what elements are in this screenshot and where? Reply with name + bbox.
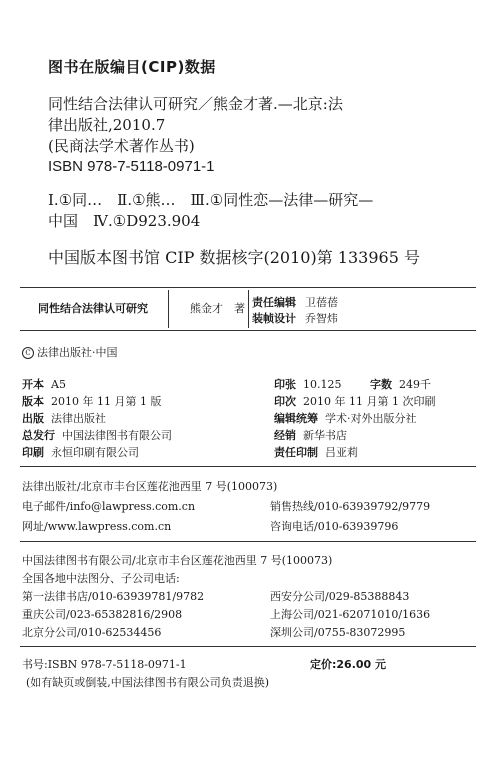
- copyright-line: [22, 344, 118, 360]
- website: 网址/www.lawpress.com.cn: [22, 520, 172, 533]
- spec-edition: 版本 2010 年 11 月第 1 版: [22, 395, 162, 408]
- branch-shenzhen: 深圳公司/0755-83072995: [270, 626, 406, 639]
- editor-label: 责任编辑: [252, 296, 296, 309]
- spec-words: 字数 249千: [370, 378, 431, 391]
- cip-line-2: 律出版社,2010.7: [48, 116, 166, 134]
- editor-name: 卫蓓蓓: [305, 296, 338, 309]
- divider: [20, 330, 476, 331]
- spec-printing: 印次 2010 年 11 月第 1 次印刷: [274, 395, 436, 408]
- branches-intro: 全国各地中法图分、子公司电话:: [22, 572, 180, 585]
- branch-store1: 第一法律书店/010-63939781/9782: [22, 590, 205, 603]
- spec-sheets: 印张 10.125: [274, 378, 342, 391]
- designer-label: 装帧设计: [252, 312, 296, 325]
- cip-line-6: 中国 Ⅳ.①D923.904: [48, 212, 201, 230]
- spec-coordinator: 编辑统筹 学术·对外出版分社: [274, 412, 417, 425]
- branch-chongqing: 重庆公司/023-65382816/2908: [22, 608, 183, 621]
- distributor-address: 中国法律图书有限公司/北京市丰台区莲花池西里 7 号(100073): [22, 554, 333, 567]
- cip-line-1: 同性结合法律认可研究／熊金才著.—北京:法: [48, 95, 343, 113]
- divider: [20, 466, 476, 467]
- divider: [20, 287, 476, 288]
- cip-heading: 图书在版编目(CIP)数据: [48, 58, 216, 76]
- publisher-address: 法律出版社/北京市丰台区莲花池西里 7 号(100073): [22, 480, 278, 493]
- return-note: (如有缺页或倒装,中国法律图书有限公司负责退换): [26, 676, 270, 689]
- designer-name: 乔智炜: [305, 312, 338, 325]
- divider: [20, 541, 476, 542]
- spec-distributor: 总发行 中国法律图书有限公司: [22, 429, 172, 442]
- spec-seller: 经销 新华书店: [274, 429, 347, 442]
- divider-vertical: [168, 290, 169, 328]
- copyright-icon: C: [22, 347, 34, 359]
- branch-xian: 西安分公司/029-85388843: [270, 590, 410, 603]
- book-author: 熊金才 著: [190, 302, 245, 315]
- spec-printer: 印刷 永恒印刷有限公司: [22, 446, 139, 459]
- book-title: 同性结合法律认可研究: [38, 302, 148, 315]
- spec-publisher: 出版 法律出版社: [22, 412, 106, 425]
- cip-line-3: (民商法学术著作丛书): [48, 137, 195, 155]
- divider-vertical: [248, 290, 249, 328]
- price: 定价:26.00 元: [310, 658, 387, 671]
- cip-isbn: ISBN 978-7-5118-0971-1: [48, 158, 215, 175]
- branch-beijing: 北京分公司/010-62534456: [22, 626, 162, 639]
- spec-format: 开本 A5: [22, 378, 66, 391]
- email: 电子邮件/info@lawpress.com.cn: [22, 500, 196, 513]
- sales-hotline: 销售热线/010-63939792/9779: [270, 500, 431, 513]
- spec-print-manager: 责任印制 吕亚莉: [274, 446, 358, 459]
- divider: [20, 646, 476, 647]
- book-number: 书号:ISBN 978-7-5118-0971-1: [22, 658, 187, 671]
- cip-line-5: Ⅰ.①同… Ⅱ.①熊… Ⅲ.①同性恋—法律—研究—: [48, 191, 374, 209]
- branch-shanghai: 上海公司/021-62071010/1636: [270, 608, 431, 621]
- cip-data-number: 中国版本图书馆 CIP 数据核字(2010)第 133965 号: [48, 248, 420, 267]
- copyright-text: 法律出版社·中国: [37, 346, 118, 359]
- inquiry-phone: 咨询电话/010-63939796: [270, 520, 399, 533]
